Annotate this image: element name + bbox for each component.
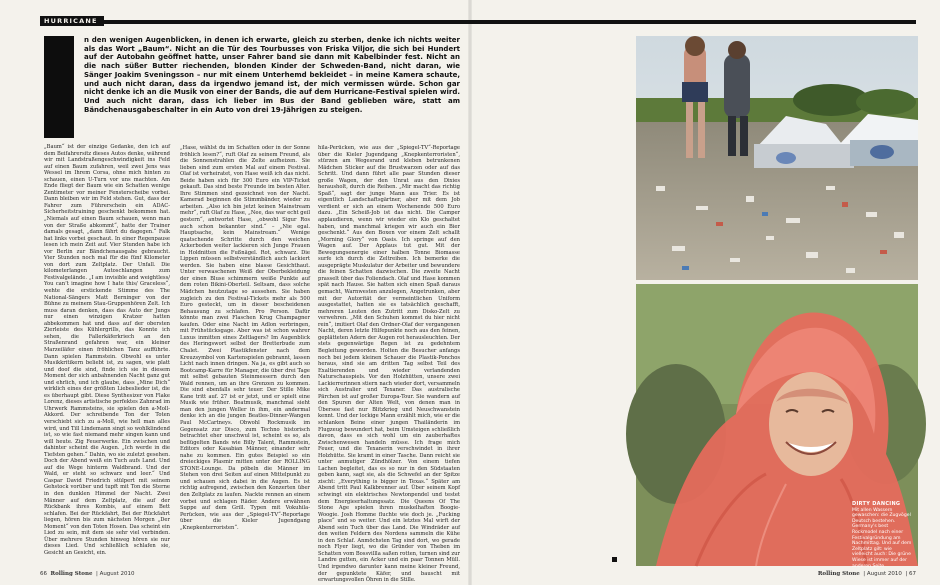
section-label: HURRICANE bbox=[40, 16, 104, 26]
page-number-left: 66 bbox=[40, 571, 47, 577]
top-rule-left bbox=[40, 20, 470, 24]
issue-right: August 2010 bbox=[866, 571, 902, 577]
magazine-name-right: Rolling Stone bbox=[817, 571, 860, 577]
end-of-article-mark bbox=[612, 557, 617, 562]
intro-paragraph: n den wenigen Augenblicken, in denen ich erwarte, gleich zu sterben, denke ich nichts weiter als das Wort „Baum“. Nicht an die Tür des Tourbusses von Friska Viljor, die sich bei Hundert auf der Autobahn geöffnet hatte, unser Fahrer band sie dann mit Kabelbinder fest. Nicht an die nach süßer Butter riechenden, blonden Kinder der Schweden-Band, nicht daran, wie Sänger Joakim Sveningsson – nur mit einem Unterhemd bekleidet – in meine Kamera schaute, und auch nicht daran, dass da irgendwo jemand ist, der mich vermissen würde. Schon gar nicht denke ich an die Musik von einer der Bands, die auf dem Hurricane-Festival spielen wird. Und auch nicht daran, dass ich lieber im Bus der Band geblieben wäre, statt am Bändchenausgabeschalter in ein Auto von drei 19-Jährigen zu steigen. bbox=[84, 36, 460, 114]
folio-left: 66 Rolling Stone | August 2010 bbox=[40, 571, 135, 577]
page-number-right: 67 bbox=[909, 571, 916, 577]
caption-title: DIRTY DANCING bbox=[852, 501, 901, 507]
text-column-1: „Baum“ ist der einzige Gedanke, den ich auf dem Beifahrersitz dieses Autos denke, während wir mit Landstraßengeschwindigkeit ins Feld auf einen Baum zufahren, weil zwei Jens was Wessel im Ihrem Corsa, ohne mich hinten zu schauen, einen U-Turn vor uns machten. Am Ende fliegt der Baum wie ein Schatten wenige Zentimeter vor meiner Fensterscheibe vorbei. Dann bleiben wir im Feld stehen. Gut, dass der Fahrer zum Führerschein ein ADAC-Sicherheitstraining geschenkt bekommen hat. „Niemals auf einen Baum schauen, wenn man von der Straße abkommt“, hatte der Trainer damals gesagt, „dann fährt du dagegen.“ Falk hat links vorbei geschaut. In einer Regenpause lesen ich mein Zeit auf. Vier Stunden habe ich vor Berlin zur Bändchenausgabe gebraucht. Vier Stunden noch mal für die fünf Kilometer von dort zum Zeltplatz. Der Unfall. Die kilometerlangen Autoschlangen zum Festivalgelände. „I am invisible and weightless/ You can’t imagine how I hate this/ Graceless“, wehte die erstickende Stimme des The National-Sängers Matt Berninger von der Bühne zu meinem Stau-Gruppenhören Zelt. Ich muss daran denken, dass das Auto der Jungs nur einen winzigen Kratzer hatten abbekommen hat und dass auf der obersten Zierleiste des Kühlergrills, das Konnte ich sehen, die Fallerkäferkriech an den Straßenrand gefahren war, ein kleiner Marzeiläfer einen fröhlichen Tanz aufführte. Dann spielen Rammstein. Obwohl es unter Musikkritikern beliebt ist, zu sagen, wie platt und doof die sind, finde ich sie in diesem Moment der sich anbahnenden Nacht ganz gut und ehrlich, und ich glaube, dass „Mine Dich“ wirklich eines der größten Liebeslieder ist, die es überhaupt gibt. Diese Synthesizer von Flake Lorenz, dieses artistische perfektes Zahnrad im Uhrwerk Rammsteins, sie spielen den a-Moll-Akkord. Der schreibende Ton der Toten verschiebt sich zu a-Moll, wie hell man alles wird, und Till Lindemann singt so wohlklindend ist, so wie fast niemand mehr singen kann und will heute. Zig Feuerwerke. Ein zwischen und dahinter scheint die Augen. „Ich werde in die Tiefsten gehen.“ Dahin, wo sie zuletzt gesehen. Doch der Abend weiß ein Tuch aufs Land. Und auf die Wege hinterm Waldbrand. Und der Wald, er steht so schwarz und leer.“ Und Caspar David Friedrich stülpert mit seinem Gehstock vorüber und tupft mit Ton die Sterne in den dunklen Himmel der Nacht. Zwei Männer auf dem Zeltplatz, die auf der Rückbank ihres Kombis, auf einem Bett schlafen. Bei der Rückfahrt, Bei der Rückfahrt liegen, hören bis zum nächsten Morgen „Der Moment“ von den Toten Hosen. Das scheint ein Lied zu sein, mit dem sie sehr viel verbinden. Über mehrere Stunden hinweg hören sie nur dieses Lied. Und schließlich schlafen sie, Gesicht an Gesicht, ein. bbox=[44, 144, 170, 556]
page-gutter bbox=[468, 0, 472, 585]
folio-right: Rolling Stone | August 2010 | 67 bbox=[817, 571, 916, 577]
magazine-name-left: Rolling Stone bbox=[50, 571, 93, 577]
campsite-photo bbox=[636, 36, 918, 280]
text-column-3: hila-Perücken, wie aus der „Spiegel-TV“-Reportage über die Kieler Jugendgang „Knepkenterroristen“, stürzen am Wegesrand und kleben betrunkenen Mädchen Sticker auf die Brustwarzen oder auf das Schritt. Und dann führt alle paar Stunden dieser große Wagen, der den Unrat aus den Dixies herausholt, durch die Reihen. „Mir macht das richtig Spaß“, sagt der junge Mann aus Trier. Es ist eigentlich Landschaftsgärtner, aber mit dem Job verdient er sich an einem Wochenende 500 Euro dazu. „Ein Scheiß-Job ist das nicht. Die Camper applaudieren, wenn wir wieder ein Klo geschaltet haben, und manchmal kriegen wir auch ein Bier geschenkt.“ Aus den Boxen vor einem Zelt schallt „Morning Glory“ von Oasis. Ich springe auf den Wagen auf. Der Applaus tut gut. Mit der Bewegungsenergie einer halben Tonne Biomasse surfe ich durch die Zeltreihen. Ich bemerke die ausgeprägte Muskulatur der Arbeiter und bewundere die feinen Schatten dazwischen. Die zweite Nacht prasselt über das Foliendach. Olaf und Hase kommen spät nach Hause. Sie hatten sich einen Spaß daraus gemacht, Warnwesten anzulegen, Angetrunken, aber mit der Autorität der vermeintlichen Uniform ausgestattet, hatten sie es tatsächlich geschafft, mehreren Leuten den Zutritt zum Disko-Zelt zu verwehren. „Mit den Schuhen kommst du hier nicht rein“, imitiert Olaf den Ordner-Olaf der vergangenen Nacht, deren letzte Hilfepunkte noch aus den feinen, geplätteten Adern der Augen rot herausleuchten. Der stets gegenwärtige Regen ist zu gedehntem Begleitung geworden. Holten die Besucher anfangs noch bei jedem kleinen Schauer die Plastik-Ponchos heraus, sind sie am dritten Tag selbst Teil des Exaltierenden und wieder verlandenden Naturschauspiels. Vor den Holzhütten, unsere zwei Lackierrerinnen stiern nach wieder dort, versammeln sich Australier und Texaner. Das australische Pärchen ist auf großer Europa-Tour. Sie wandern auf den Spuren der Alten Welt, von denen man in Übersee fast nur Blitzkrieg und Neuschwanstein kennt. Und der lockige Mann erzählt mich, wie er die schlanken Beine einer jungen Thailänderin im Flugzeug bewundert hat, beim Umsteigen schließlich davon, dass es sich wohl um ein zauberhaftes Zwischenwesen handeln müsse. Ich frage mich Feuer, und die Texanerin verschwindet in ihrer Holzhütte. Sie kramt in einer Tasche. Dann reicht sie unter anmutiger Zündhölzer. Von einem tiefen Lachen begleitet, das es so nur in den Südstaaten geben kann, sagt sie, als die Schwefel an der Spitze zischt: „Everything is bigger in Texas.“ Später am Abend tritt Paul Kalkbrenner auf. Über seinem Kopf schwingt ein elektrisches Newtonpendel und testet dem Energieerhaltungssatz. Die Queens Of The Stone Age spielen ihren muskelhaften Boogie-Woogie. Josh Homme fluchte wie doch je. „Fucking place“ und so weiter. Und ein letztes Mal wirft der Abend sein Tuch über das Land. Die Windräder auf den weiten Feldern des Nordens sammeln die Kühe in den Schlaf. Anmöchsten Tag sind dort, wo gerade noch Flyer liegt, wo die Gründer von Theben im Schatten vom Bossvillla saßen rotten, turnen sind zur Landre gutten, ein Acker und ein paar Tonnen Müll. Und irgendwo darunter kann meine kleiner Freund, der gepunktete Käfer, und bauscht mit erwartungsvollen Öhren in die Stille. bbox=[318, 145, 460, 584]
issue-left: August 2010 bbox=[99, 571, 135, 577]
top-rule-right bbox=[470, 20, 916, 24]
caption-text: Mit allen Wassern gewaschen: die Zugvögel Deutsch bestehen. Germany's best Rockmodel nach einer Festivalgründung am Nachmittag. Und auf dem Zeltplatz gilt: wie vielleicht auch: Die grüne Wiese ist immer auf der anderen Seite bbox=[852, 507, 912, 569]
photo-caption bbox=[852, 502, 912, 569]
drop-cap bbox=[44, 36, 74, 138]
text-column-2: „Hase, wählst du im Schatten oder in der Sonne fröhlich lesen?“, ruft Olaf zu seinem Freund, als die Sonnenstrahlen die Zelte aufheizen. Sie lieben sind zum ersten Mal auf einem Festival. Olaf ist verheiratet, von Hase weiß ich das nicht. Beide haben sich für 300 Euro ein VIP-Ticket gekauft. Das sind beste Freunde im besten Alter. Ihre Stimmen sind gezeichnet von der Nacht. Kamerad beginnen die Stimmbänder, wieder zu arbeiten. „Also ich bin jetzt keinen Mainstream mehr“, ruft Olaf zu Hase, „Nee, das war echt geil gestern“, antwortet Hase, „obwohl Sigur Ros auch schon bekannter sind.“ – „Nie egal. Hauptsache, kein Mainstream.“ Wenige quatschende Schritte durch den weichen Ackerboden weiter lackieren sich Junge Frauen in Holdnitten die Fußnägel. Rot, schwarz. Die Lippen müssen selbstverständlich auch lackiert werden. Sie haben eine blasse Gesichthaut. Unter verwaschenen Weiß der Oberbekleidung der einen Bluse schimmern weiße Punkte auf dem roten Bikini-Oberteil. Seltsam, dass solche Mädchen heutzutage so aussehen. Sie haben zugleich zu den Festival-Tickets mehr als 500 Euro gesteckt, um in dieser bescheidenen Behausung zu schlafen. Pro Person. Dafür könnte man zwei Flaschen Krug Champagner kaufen. Oder eine Nacht im Adlon verbringen, mit Frühstücksgage. Aber was ist schon wahrer Luxus inmitten eines Zeltlagers? Im Augenblick des Heringswort selbst der Bretterbude zum Chalet. Zwei Plastikfenster nach dem Kreuzsymbol von Kartenspielen gebrannt, lassen Licht nach innen dringen. Na ja, es gibt auch so Bootcamp-Karre für Manager, die über drei Tage mit selbst gebauten Steinmessern durch den Wald rennen, um an ihre Grenzen zu kommen. Die sind ebenfalls sehr teuer. Der Stille Mike Kane tritt auf. 27 ist er jetzt, und er spielt eine Musik wie früher. Beatmusik, manchmal sieht man den jungen Weller in ihm, ein andermal denke ich an die jungen Beatles-Dinner-Wangen Paul McCartneys. Obwohl Rockmusik im Gegensatz zur Disco, zum Techno historisch betrachtet eher unschwul ist, scheint es so, als beflügelten Bands wie Billy Talent, Rammstein, Editors oder Kasabian Männer, einander sehr nahe zu kommen. Ein gutes Beispiel so ein dreieckiges Plasmir mitten unter der ROLLING STONE-Lounge. Da pöbeln die Männer im Stehen von drei Seiten auf einen Mittelpunkt zu und schauen sich dabei in die Augen. Es ist richtig aufregend, zwischen den Konzerten über den Zeltplatz zu laufen. Nackte rennen an einem vorbei und schlagen Räder. Andere erwähnen Suppe auf dem Grill. Typen mit Vokuhila-Perücken, wie aus der „Spiegel-TV“-Reportage über die Kieler Jugendgang „Knepkenterroristen“. bbox=[180, 145, 310, 531]
